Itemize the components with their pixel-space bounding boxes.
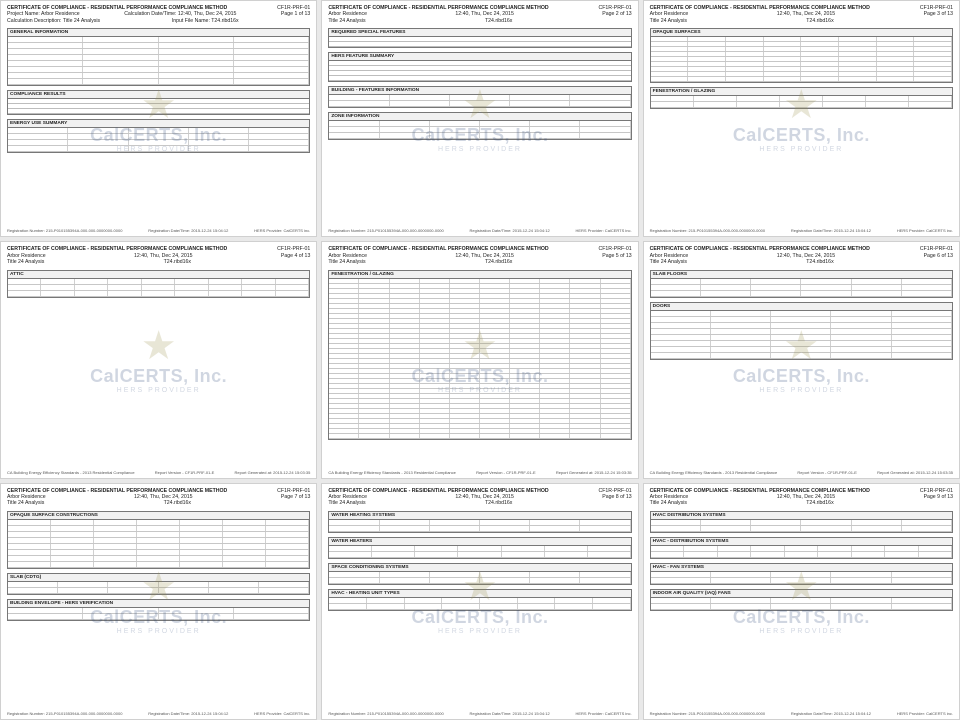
input-file-value: T24.ribd16x — [211, 17, 239, 24]
calc-datetime-label: Calculation Date/Time: — [124, 11, 177, 18]
section — [650, 302, 953, 360]
section — [650, 270, 953, 298]
section-heading: DOORS — [651, 303, 952, 311]
section — [328, 563, 631, 585]
section-heading: HVAC - HEATING UNIT TYPES — [329, 590, 630, 598]
calc-desc-value: Title 24 Analysis — [328, 500, 366, 507]
footer-left: CA Building Energy Efficiency Standards - 2013 Residential Compliance — [328, 469, 456, 475]
page-label: Page 6 of 13 — [923, 252, 953, 259]
project-name-value: Arbor Residence — [328, 494, 367, 501]
watermark-sub: HERS PROVIDER — [438, 386, 522, 394]
section-heading: COMPLIANCE RESULTS — [8, 91, 309, 99]
footer-left: CA Building Energy Efficiency Standards - 2013 Residential Compliance — [7, 469, 135, 475]
watermark-sub: HERS PROVIDER — [759, 386, 844, 394]
footer-right: HERS Provider: CalCERTS inc. — [254, 710, 311, 716]
section-heading: HVAC - FAN SYSTEMS — [651, 564, 952, 572]
watermark — [90, 323, 228, 394]
calc-desc-label: Calculation Description: — [7, 17, 62, 24]
calc-desc-value: Title 24 Analysis — [328, 259, 366, 266]
section-heading: SPACE CONDITIONING SYSTEMS — [329, 564, 630, 572]
section-heading: HVAC - DISTRIBUTION SYSTEMS — [651, 538, 952, 546]
section — [650, 511, 953, 533]
section-heading: OPAQUE SURFACE CONSTRUCTIONS — [8, 512, 309, 520]
footer-left: Registration Number: 215-P010155394A-000-000-0000000-0000 — [7, 228, 123, 234]
star-logo-icon: ★ — [783, 82, 820, 127]
section-heading: OPAQUE SURFACES — [651, 29, 952, 37]
calc-datetime-value: 12:40, Thu, Dec 24, 2015 — [455, 11, 514, 18]
page-header — [7, 5, 310, 24]
watermark-name: CalCERTS, Inc. — [411, 124, 549, 145]
report-page-5[interactable] — [321, 241, 638, 478]
page-label: Page 9 of 13 — [923, 494, 953, 501]
calc-datetime-value: 12:40, Thu, Dec 24, 2015 — [455, 494, 514, 501]
footer-mid: Registration Date/Time: 2015-12-24 15:04:12 — [790, 228, 872, 234]
doc-title: CERTIFICATE OF COMPLIANCE - RESIDENTIAL PERFORMANCE COMPLIANCE METHOD — [649, 487, 870, 494]
calc-desc-value: Title 24 Analysis — [328, 17, 366, 24]
form-code: CF1R-PRF-01 — [919, 5, 953, 11]
star-logo-icon: ★ — [462, 323, 498, 368]
page-label: Page 8 of 13 — [602, 494, 632, 501]
footer-right: HERS Provider: CalCERTS inc. — [896, 228, 953, 234]
report-page-7[interactable] — [0, 483, 317, 720]
watermark-sub: HERS PROVIDER — [116, 628, 201, 636]
project-name-value: Arbor Residence — [41, 11, 80, 18]
footer-mid: Report Version - CF1R-PRF-01-E — [154, 469, 215, 475]
star-logo-icon: ★ — [462, 565, 498, 610]
watermark-sub: HERS PROVIDER — [759, 145, 844, 153]
calc-desc-value: Title 24 Analysis — [649, 17, 687, 24]
footer-right: HERS Provider: CalCERTS inc. — [896, 710, 953, 716]
watermark-name: CalCERTS, Inc. — [732, 607, 870, 628]
section — [7, 599, 310, 621]
doc-title: CERTIFICATE OF COMPLIANCE - RESIDENTIAL PERFORMANCE COMPLIANCE METHOD — [328, 246, 549, 253]
section — [328, 86, 631, 108]
calc-datetime-value: 12:40, Thu, Dec 24, 2015 — [776, 252, 836, 259]
page-label: Page 5 of 13 — [602, 252, 632, 259]
page-label: Page 7 of 13 — [280, 494, 311, 501]
section — [328, 112, 631, 140]
footer-left: Registration Number: 215-P010155394A-000-000-0000000-0000 — [7, 710, 123, 716]
section-heading: SLAB FLOORS — [651, 271, 952, 279]
watermark-name: CalCERTS, Inc. — [732, 365, 870, 386]
report-page-2[interactable] — [321, 0, 638, 237]
page-footer — [328, 711, 631, 716]
input-file-label: Input File Name: — [171, 17, 210, 24]
section-heading: BUILDING ENVELOPE - HERS VERIFICATION — [8, 600, 309, 608]
section-heading: HERS FEATURE SUMMARY — [329, 53, 630, 61]
form-code: CF1R-PRF-01 — [277, 5, 311, 11]
doc-title: CERTIFICATE OF COMPLIANCE - RESIDENTIAL PERFORMANCE COMPLIANCE METHOD — [649, 5, 870, 11]
footer-left: CA Building Energy Efficiency Standards - 2013 Residential Compliance — [649, 469, 778, 475]
project-name-value: Arbor Residence — [7, 494, 46, 501]
section-heading: GENERAL INFORMATION — [8, 29, 309, 37]
page-header — [328, 488, 631, 507]
footer-left: Registration Number: 215-P010155394A-000-000-0000000-0000 — [328, 228, 444, 234]
page-label: Page 3 of 13 — [923, 11, 953, 18]
form-code: CF1R-PRF-01 — [277, 487, 311, 494]
doc-title: CERTIFICATE OF COMPLIANCE - RESIDENTIAL PERFORMANCE COMPLIANCE METHOD — [328, 5, 549, 11]
section-heading: ATTIC — [8, 271, 309, 279]
page-header — [650, 488, 953, 507]
section-heading: WATER HEATING SYSTEMS — [329, 512, 630, 520]
doc-title: CERTIFICATE OF COMPLIANCE - RESIDENTIAL PERFORMANCE COMPLIANCE METHOD — [7, 487, 228, 494]
project-name-value: Arbor Residence — [7, 252, 46, 259]
input-file-value: T24.ribd16x — [163, 259, 192, 266]
doc-title: CERTIFICATE OF COMPLIANCE - RESIDENTIAL PERFORMANCE COMPLIANCE METHOD — [649, 246, 870, 253]
footer-mid: Report Version - CF1R-PRF-01-E — [797, 469, 857, 475]
page-header — [7, 488, 310, 507]
page-header — [650, 5, 953, 24]
report-page-9[interactable] — [643, 483, 960, 720]
section-heading: WATER HEATERS — [329, 538, 630, 546]
section — [7, 90, 310, 115]
calc-desc-value: Title 24 Analysis — [649, 500, 687, 507]
section — [328, 537, 631, 559]
page-footer — [328, 228, 631, 233]
section — [650, 28, 953, 83]
form-code: CF1R-PRF-01 — [598, 246, 632, 253]
page-header — [328, 246, 631, 265]
report-page-8[interactable] — [321, 483, 638, 720]
watermark-name: CalCERTS, Inc. — [411, 607, 549, 628]
calc-datetime-value: 12:40, Thu, Dec 24, 2015 — [134, 252, 193, 259]
input-file-value: T24.ribd16x — [484, 259, 513, 266]
project-name-value: Arbor Residence — [328, 252, 367, 259]
section-heading: ENERGY USE SUMMARY — [8, 120, 309, 128]
section — [328, 270, 631, 440]
footer-mid: Registration Date/Time: 2015-12-24 15:04:12 — [790, 710, 872, 716]
report-page-4[interactable] — [0, 241, 317, 478]
watermark-name: CalCERTS, Inc. — [90, 607, 228, 628]
page-footer — [650, 470, 953, 475]
section — [7, 28, 310, 86]
calc-datetime-value: 12:40, Thu, Dec 24, 2015 — [134, 494, 193, 501]
section — [328, 511, 631, 533]
page-footer — [650, 228, 953, 233]
page-footer — [7, 470, 310, 475]
footer-mid: Registration Date/Time: 2015-12-24 15:04:12 — [148, 710, 229, 716]
project-name-value: Arbor Residence — [649, 494, 689, 501]
footer-left: Registration Number: 215-P010155394A-000-000-0000000-0000 — [649, 710, 766, 716]
doc-title: CERTIFICATE OF COMPLIANCE - RESIDENTIAL PERFORMANCE COMPLIANCE METHOD — [7, 5, 228, 11]
footer-mid: Report Version - CF1R-PRF-01-E — [476, 469, 536, 475]
watermark-sub: HERS PROVIDER — [438, 628, 522, 636]
section-heading: FENESTRATION / GLAZING — [329, 271, 630, 279]
page-footer — [7, 228, 310, 233]
doc-title: CERTIFICATE OF COMPLIANCE - RESIDENTIAL PERFORMANCE COMPLIANCE METHOD — [7, 246, 228, 253]
page-label: Page 4 of 13 — [280, 252, 311, 259]
page-header — [650, 246, 953, 265]
project-name-value: Arbor Residence — [649, 11, 689, 18]
report-page-3[interactable] — [643, 0, 960, 237]
section-heading: REQUIRED SPECIAL FEATURES — [329, 29, 630, 37]
footer-right: Report Generated at: 2015-12-24 15:03:35 — [877, 469, 953, 475]
calc-desc-value: Title 24 Analysis — [7, 500, 45, 507]
calc-datetime-value: 12:40, Thu, Dec 24, 2015 — [776, 11, 836, 18]
footer-mid: Registration Date/Time: 2015-12-24 15:04:12 — [148, 228, 229, 234]
input-file-value: T24.ribd16x — [806, 500, 834, 507]
watermark-name: CalCERTS, Inc. — [90, 124, 228, 145]
footer-mid: Registration Date/Time: 2015-12-24 15:04:12 — [469, 710, 550, 716]
project-name-label: Project Name: — [7, 11, 40, 18]
section — [7, 511, 310, 569]
section — [328, 28, 631, 48]
footer-right: HERS Provider: CalCERTS inc. — [254, 228, 311, 234]
input-file-value: T24.ribd16x — [163, 500, 192, 507]
section — [328, 52, 631, 82]
footer-left: Registration Number: 215-P010155394A-000-000-0000000-0000 — [649, 228, 766, 234]
input-file-value: T24.ribd16x — [484, 17, 513, 24]
calc-datetime-value: 12:40, Thu, Dec 24, 2015 — [455, 252, 514, 259]
star-logo-icon: ★ — [783, 565, 820, 610]
section — [650, 87, 953, 109]
section-heading: HVAC DISTRIBUTION SYSTEMS — [651, 512, 952, 520]
calc-desc-value: Title 24 Analysis — [7, 259, 45, 266]
star-logo-icon: ★ — [140, 82, 177, 127]
form-code: CF1R-PRF-01 — [919, 246, 953, 253]
star-logo-icon: ★ — [462, 82, 498, 127]
watermark-name: CalCERTS, Inc. — [411, 365, 549, 386]
doc-title: CERTIFICATE OF COMPLIANCE - RESIDENTIAL PERFORMANCE COMPLIANCE METHOD — [328, 487, 549, 494]
page-label: Page 1 of 13 — [280, 11, 311, 18]
section-heading: ZONE INFORMATION — [329, 113, 630, 121]
calc-desc-value: Title 24 Analysis — [62, 17, 101, 24]
watermark-sub: HERS PROVIDER — [438, 145, 522, 153]
form-code: CF1R-PRF-01 — [598, 487, 632, 494]
watermark-name: CalCERTS, Inc. — [90, 365, 228, 386]
page-footer — [650, 711, 953, 716]
section — [650, 589, 953, 611]
section — [7, 119, 310, 153]
project-name-value: Arbor Residence — [649, 252, 689, 259]
input-file-value: T24.ribd16x — [484, 500, 513, 507]
page-footer — [7, 711, 310, 716]
watermark-sub: HERS PROVIDER — [116, 386, 201, 394]
project-name-value: Arbor Residence — [328, 11, 367, 18]
footer-mid: Registration Date/Time: 2015-12-24 15:04:12 — [469, 228, 550, 234]
page-header — [7, 246, 310, 265]
section — [650, 537, 953, 559]
watermark-sub: HERS PROVIDER — [116, 145, 201, 153]
section-heading: FENESTRATION / GLAZING — [651, 88, 952, 96]
footer-right: Report Generated at: 2015-12-24 15:03:35 — [555, 469, 632, 475]
section-heading: SLAB (CDTG) — [8, 574, 309, 582]
star-logo-icon: ★ — [140, 323, 177, 368]
section — [328, 589, 631, 611]
report-page-1[interactable] — [0, 0, 317, 237]
footer-right: HERS Provider: CalCERTS inc. — [575, 710, 632, 716]
footer-right: Report Generated at: 2015-12-24 15:03:35 — [234, 469, 311, 475]
page-footer — [328, 470, 631, 475]
watermark-name: CalCERTS, Inc. — [732, 124, 870, 145]
page-header — [328, 5, 631, 24]
footer-right: HERS Provider: CalCERTS inc. — [575, 228, 632, 234]
section — [7, 270, 310, 298]
star-logo-icon: ★ — [783, 323, 820, 368]
calc-desc-value: Title 24 Analysis — [649, 259, 687, 266]
section-heading: INDOOR AIR QUALITY (IAQ) FANS — [651, 590, 952, 598]
form-code: CF1R-PRF-01 — [598, 5, 632, 11]
page-label: Page 2 of 13 — [602, 11, 632, 18]
input-file-value: T24.ribd16x — [806, 259, 834, 266]
form-code: CF1R-PRF-01 — [277, 246, 311, 253]
section — [650, 563, 953, 585]
section — [7, 573, 310, 595]
watermark-sub: HERS PROVIDER — [759, 628, 844, 636]
star-logo-icon: ★ — [140, 565, 177, 610]
report-page-6[interactable] — [643, 241, 960, 478]
footer-left: Registration Number: 215-P010155394A-000-000-0000000-0000 — [328, 710, 444, 716]
calc-datetime-value: 12:40, Thu, Dec 24, 2015 — [776, 494, 836, 501]
calc-datetime-value: 12:40, Thu, Dec 24, 2015 — [177, 11, 237, 18]
input-file-value: T24.ribd16x — [806, 17, 834, 24]
section-heading: BUILDING - FEATURES INFORMATION — [329, 87, 630, 95]
form-code: CF1R-PRF-01 — [919, 487, 953, 494]
